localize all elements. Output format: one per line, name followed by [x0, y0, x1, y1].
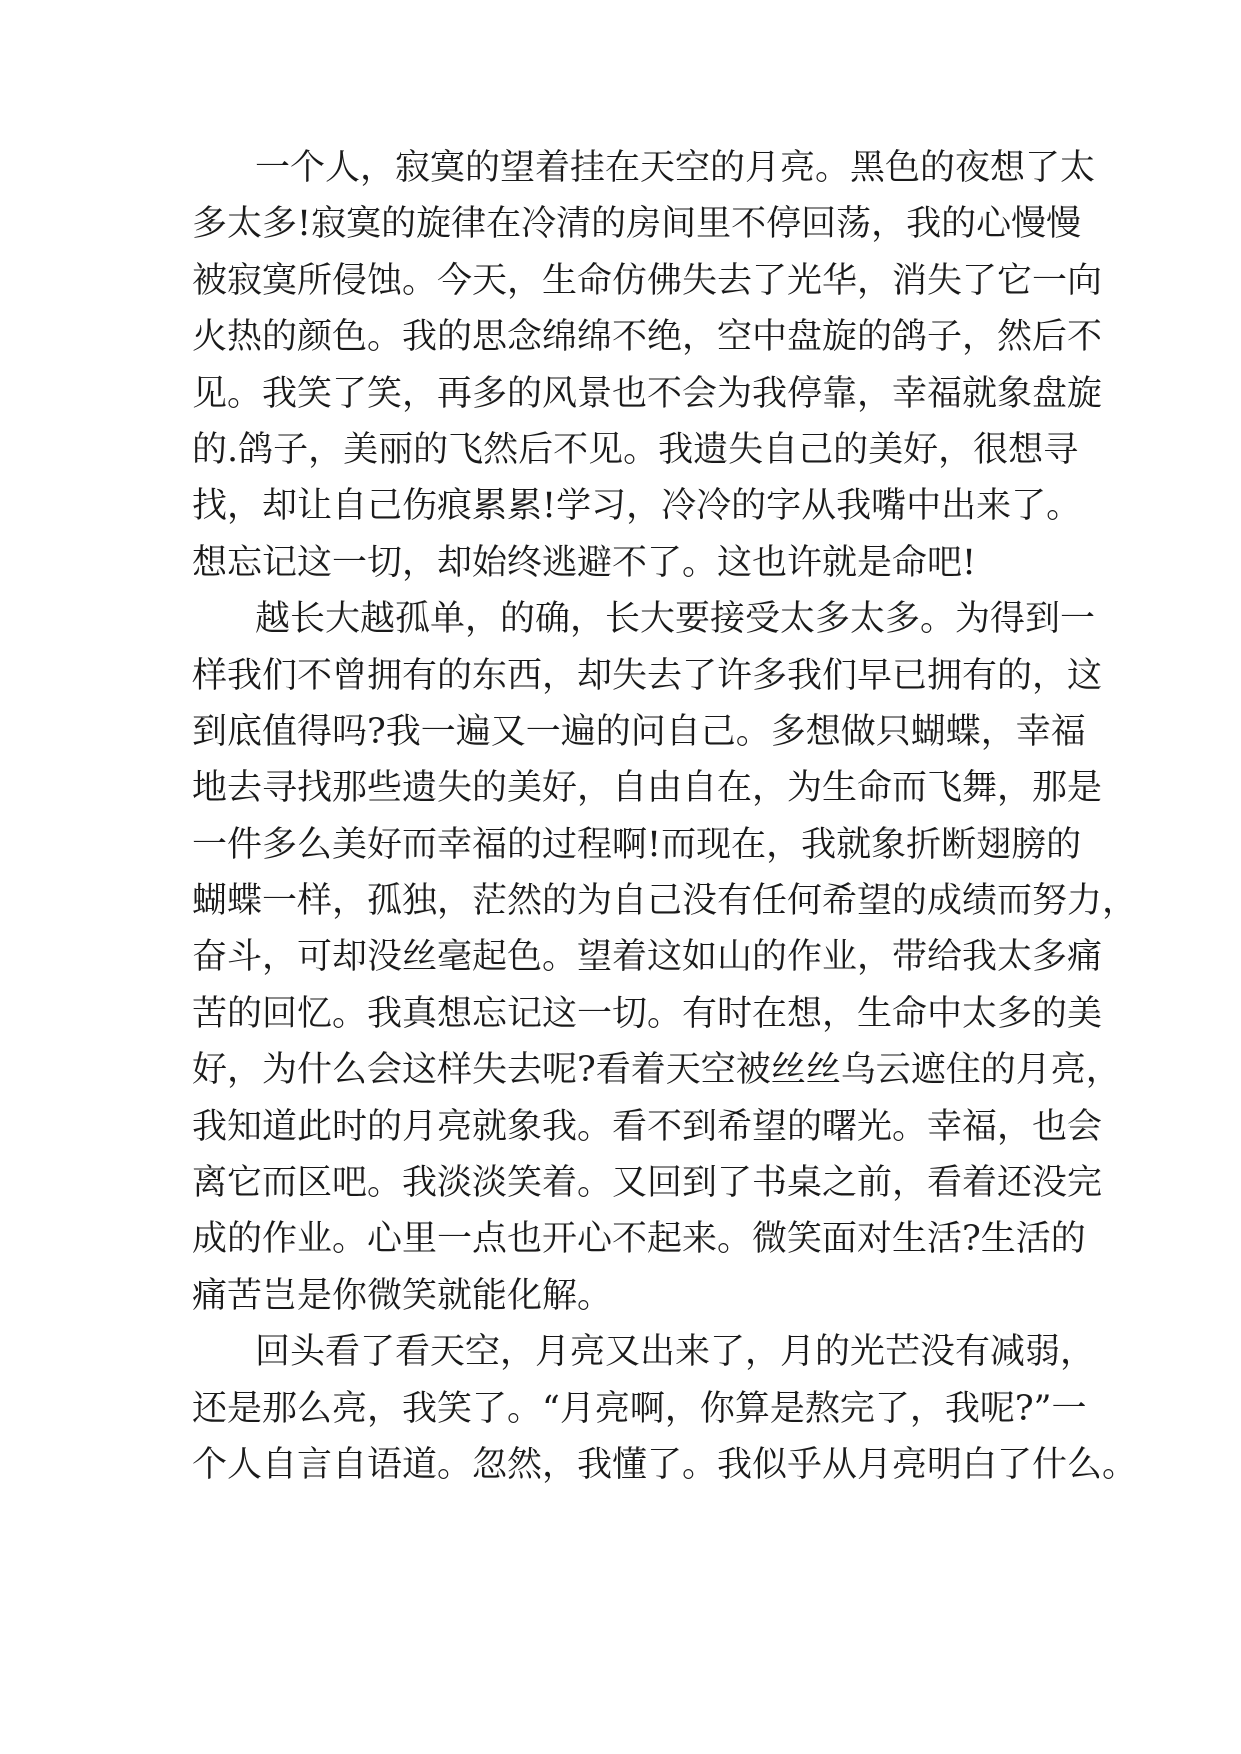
text-line: 样我们不曾拥有的东西，却失去了许多我们早已拥有的，这: [192, 655, 1103, 696]
paragraph-1: [192, 140, 1103, 591]
text-line: 还是那么亮，我笑了。“月亮啊，你算是熬完了，我呢?”一: [192, 1388, 1087, 1429]
text-line: 一个人，寂寞的望着挂在天空的月亮。黑色的夜想了太: [255, 148, 1096, 188]
document-body: [192, 140, 1138, 1493]
text-line: 奋斗，可却没丝毫起色。望着这如山的作业，带给我太多痛: [192, 937, 1103, 978]
text-line: 我知道此时的月亮就象我。看不到希望的曙光。幸福，也会: [192, 1106, 1103, 1147]
text-line: 离它而区吧。我淡淡笑着。又回到了书桌之前，看着还没完: [192, 1163, 1103, 1204]
text-line: 个人自言自语道。忽然，我懂了。我似乎从月亮明白了什么。: [192, 1444, 1138, 1485]
text-line: 被寂寞所侵蚀。今天，生命仿佛失去了光华，消失了它一向: [192, 260, 1103, 301]
text-line: 蝴蝶一样，孤独，茫然的为自己没有任何希望的成绩而努力，: [192, 881, 1138, 922]
text-line: 到底值得吗?我一遍又一遍的问自己。多想做只蝴蝶，幸福: [192, 711, 1086, 752]
text-line: 越长大越孤单，的确，长大要接受太多太多。为得到一: [255, 599, 1096, 640]
text-line: 见。我笑了笑，再多的风景也不会为我停靠，幸福就象盘旋: [192, 373, 1103, 414]
text-line: 多太多!寂寞的旋律在冷清的房间里不停回荡，我的心慢慢: [192, 204, 1082, 245]
paragraph-3: [192, 1324, 1138, 1493]
text-line: 成的作业。心里一点也开心不起来。微笑面对生活?生活的: [192, 1219, 1086, 1260]
text-line: 一件多么美好而幸福的过程啊!而现在，我就象折断翅膀的: [192, 824, 1082, 865]
paragraph-2: [192, 591, 1138, 1324]
text-line: 痛苦岂是你微笑就能化解。: [192, 1275, 613, 1316]
text-line: 好，为什么会这样失去呢?看着天空被丝丝乌云遮住的月亮，: [192, 1050, 1121, 1091]
text-line: 地去寻找那些遗失的美好，自由自在，为生命而飞舞，那是: [192, 768, 1103, 809]
text-line: 苦的回忆。我真想忘记这一切。有时在想，生命中太多的美: [192, 993, 1103, 1034]
text-line: 找，却让自己伤痕累累!学习，冷冷的字从我嘴中出来了。: [192, 486, 1082, 527]
text-line: 回头看了看天空，月亮又出来了，月的光芒没有减弱，: [255, 1332, 1096, 1373]
text-line: 的.鸽子，美丽的飞然后不见。我遗失自己的美好，很想寻: [192, 429, 1079, 470]
text-line: 火热的颜色。我的思念绵绵不绝，空中盘旋的鸽子，然后不: [192, 317, 1103, 358]
text-line: 想忘记这一切，却始终逃避不了。这也许就是命吧!: [192, 542, 977, 583]
